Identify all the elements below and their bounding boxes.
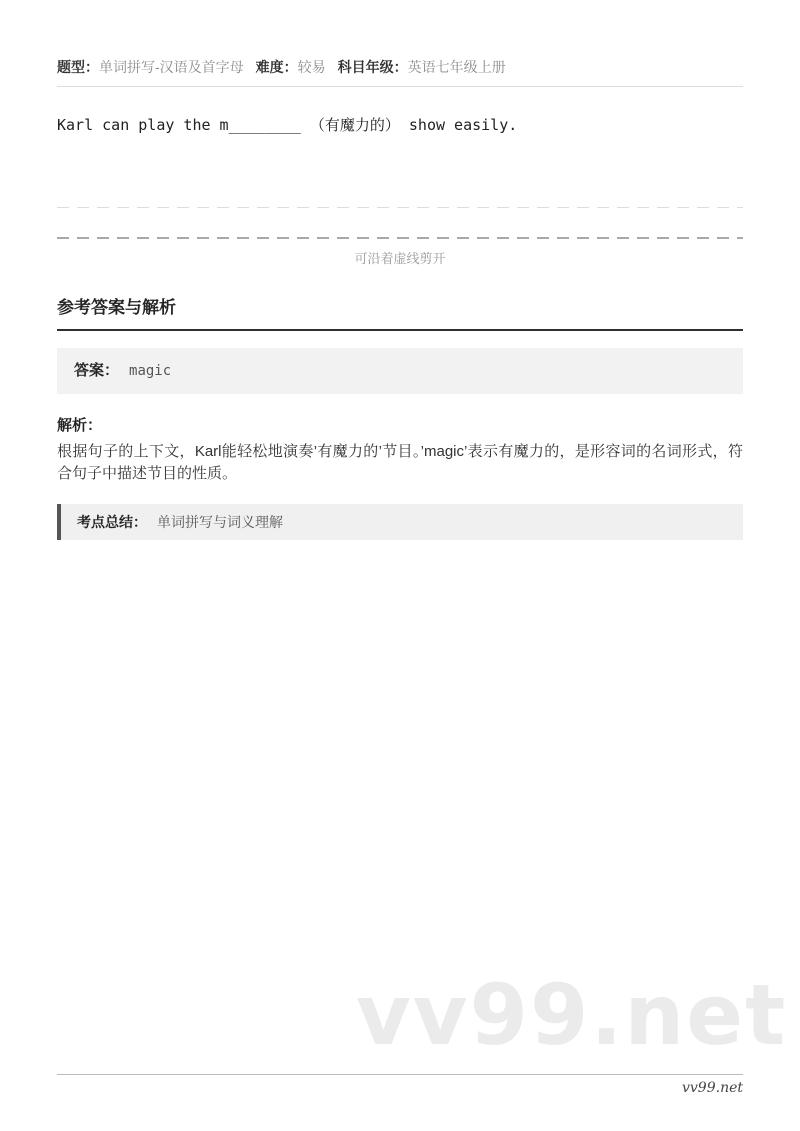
analysis-block <box>57 417 743 485</box>
answer-label: 答案： <box>74 362 120 379</box>
meta-label-question-type: 题型： <box>57 59 99 75</box>
footer-site-name: vv99.net <box>681 1080 743 1096</box>
watermark-text: vv99.net <box>356 966 788 1064</box>
summary-label: 考点总结： <box>77 514 147 530</box>
dashed-cut-line <box>57 237 743 239</box>
header-divider <box>57 86 743 87</box>
meta-label-difficulty: 难度： <box>255 59 298 75</box>
meta-value-difficulty: 较易 <box>297 59 326 75</box>
analysis-label: 解析： <box>57 417 103 434</box>
answers-section-title: 参考答案与解析 <box>57 298 743 331</box>
meta-value-subject-grade: 英语七年级上册 <box>407 59 506 75</box>
answer-box <box>57 348 743 394</box>
meta-label-subject-grade: 科目年级： <box>337 59 408 75</box>
key-points-summary-box <box>57 504 743 540</box>
page-footer <box>57 1074 743 1096</box>
answer-value: magic <box>129 363 172 379</box>
footer-divider <box>57 1074 743 1075</box>
question-text: Karl can play the m________ （有魔力的） show easily. <box>57 116 518 134</box>
analysis-text: 根据句子的上下文，Karl能轻松地演奏’有魔力的’节目。’magic’表示有魔力的，是形容词的名词形式，符合句子中描述节目的性质。 <box>57 443 743 482</box>
summary-value: 单词拼写与词义理解 <box>157 514 283 530</box>
page-content <box>0 0 800 540</box>
cut-hint-text: 可沿着虚线剪开 <box>354 251 446 266</box>
dashed-line-light <box>57 207 743 208</box>
meta-value-question-type: 单词拼写-汉语及首字母 <box>99 59 244 75</box>
question-meta-row <box>57 58 743 76</box>
